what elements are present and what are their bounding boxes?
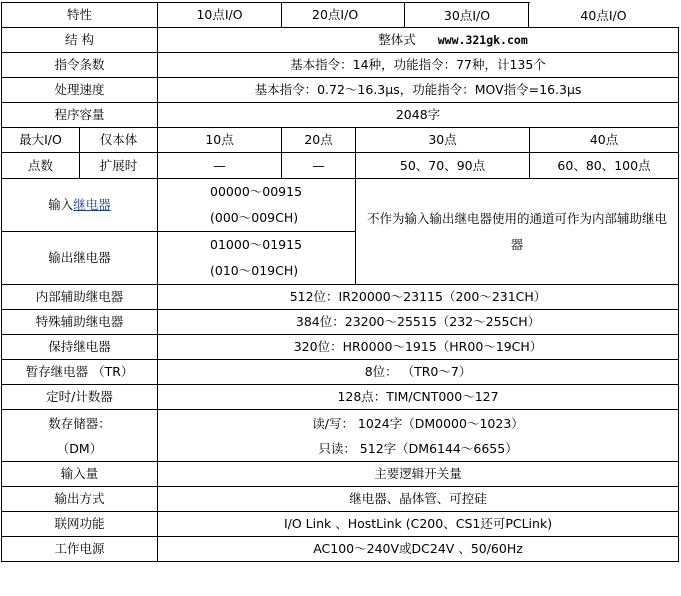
row-value: 384位：23200～25515（232～255CH） [158,310,679,335]
table-row [2,537,679,562]
dm-read-write: 读/写： 1024字（DM0000～1023） [312,415,524,431]
expansion-30: 50、70、90点 [356,153,530,179]
header-col-30: 30点I/O [404,3,529,27]
input-relay-link[interactable]: 继电器 [73,197,111,212]
row-value: 继电器、晶体管、可控硅 [158,487,679,512]
output-relay-label: 输出继电器 [2,232,158,285]
program-row [2,103,679,128]
speed-row [2,78,679,103]
table-row [2,285,679,310]
structure-label: 结 构 [2,28,158,53]
dm-label-top: 数存储器： [48,415,111,431]
header-col-10: 10点I/O [158,3,282,28]
header-feature: 特性 [2,3,158,28]
row-label: 工作电源 [2,537,158,562]
row-value: 128点：TIM/CNT000～127 [158,385,679,410]
row-label: 特殊辅助继电器 [2,310,158,335]
body-only-10: 10点 [158,128,282,153]
expansion-label: 扩展时 [80,153,158,179]
header-col-40: 40点I/O [528,3,678,27]
row-value: 8位： （TR0～7） [158,360,679,385]
row-label: 暂存继电器 （TR） [2,360,158,385]
program-value: 2048字 [158,103,679,128]
table-row [2,487,679,512]
spec-table [1,2,679,562]
speed-value: 基本指令：0.72～16.3μs，功能指令：MOV指令=16.3μs [158,78,679,103]
input-relay-label-prefix: 输入 [48,197,74,212]
row-value: 320位：HR0000～1915（HR00～19CH） [158,335,679,360]
dm-row [2,410,679,462]
output-relay-range: 01000～01915 [210,237,303,252]
input-relay-row [2,179,679,232]
body-only-20: 20点 [282,128,356,153]
input-relay-range: 00000～00915 [210,184,303,199]
expansion-10: — [158,153,282,179]
expansion-40: 60、80、100点 [530,153,679,179]
row-value: 主要逻辑开关量 [158,462,679,487]
dm-read-only: 只读： 512字（DM6144～6655） [318,440,518,456]
max-io-label-bottom: 点数 [2,153,80,179]
table-row [2,360,679,385]
row-label: 定时/计数器 [2,385,158,410]
instructions-row [2,53,679,78]
structure-row [2,28,679,53]
instructions-label: 指令条数 [2,53,158,78]
body-only-label: 仅本体 [80,128,158,153]
body-only-30: 30点 [356,128,530,153]
table-row [2,335,679,360]
io-note: 不作为输入输出继电器使用的通道可作为内部辅助继电器 [356,179,679,285]
row-label: 输入量 [2,462,158,487]
output-relay-range-ch: (010～019CH) [210,263,299,278]
input-relay-range-ch: (000～009CH) [210,210,299,225]
row-value: 512位：IR20000～23115（200～231CH） [158,285,679,310]
table-row [2,462,679,487]
dm-label-bottom: （DM） [56,440,103,456]
max-io-label-top: 最大I/O [2,128,80,153]
body-only-40: 40点 [530,128,679,153]
max-io-body-row [2,128,679,153]
structure-value: 整体式 [378,32,416,47]
expansion-20: — [282,153,356,179]
table-row [2,310,679,335]
row-value: AC100～240V或DC24V 、50/60Hz [158,537,679,562]
watermark-text: www.321gk.com [437,33,528,47]
row-label: 保持继电器 [2,335,158,360]
program-label: 程序容量 [2,103,158,128]
row-label: 内部辅助继电器 [2,285,158,310]
instructions-value: 基本指令：14种，功能指令：77种，计135个 [158,53,679,78]
max-io-expansion-row [2,153,679,179]
row-value: I/O Link 、HostLink (C200、CS1还可PCLink) [158,512,679,537]
table-row [2,512,679,537]
row-label: 联网功能 [2,512,158,537]
header-col-20: 20点I/O [282,3,530,28]
table-row [2,385,679,410]
row-label: 输出方式 [2,487,158,512]
speed-label: 处理速度 [2,78,158,103]
